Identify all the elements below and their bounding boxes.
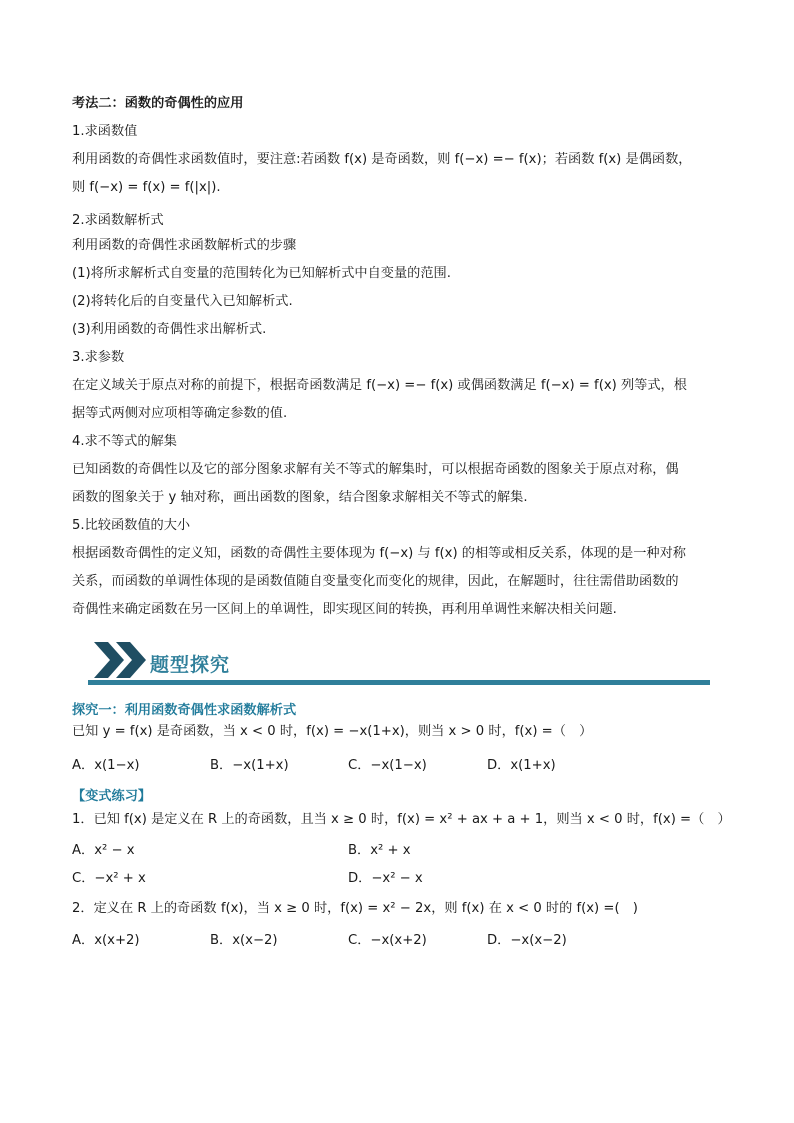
item-4-title: 4.求不等式的解集 [72,434,177,449]
item-1-line-1: 利用函数的奇偶性求函数值时，要注意:若函数 f(x) 是奇函数，则 f(−x) =− f(x)；若函数 f(x) 是偶函数， [72,152,692,167]
section-heading: 考法二：函数的奇偶性的应用 [72,96,244,111]
item-4-line-1: 已知函数的奇偶性以及它的部分图象求解有关不等式的解集时，可以根据奇函数的图象关于原点对称，偶 [72,462,679,477]
practice-title: 【变式练习】 [72,789,152,804]
item-2-title: 2.求函数解析式 [72,213,164,228]
banner-underline [88,680,710,685]
item-3-line-2: 据等式两侧对应项相等确定参数的值. [72,406,288,421]
item-2-line-4: (3)利用函数的奇偶性求出解析式. [72,322,267,337]
item-5-line-3: 奇偶性来确定函数在另一区间上的单调性，即实现区间的转换，再利用单调性来解决相关问题. [72,602,617,617]
item-2-line-2: (1)将所求解析式自变量的范围转化为已知解析式中自变量的范围. [72,266,451,281]
practice-q1-stem: 1．已知 f(x) 是定义在 R 上的奇函数，且当 x ≥ 0 时，f(x) = x² + ax + a + 1，则当 x < 0 时，f(x) =（ ） [72,812,731,827]
explore-question: 已知 y = f(x) 是奇函数，当 x < 0 时，f(x) = −x(1+x)，则当 x > 0 时，f(x) =（ ） [72,724,593,739]
q2-option-b[interactable]: B．x(x−2) [210,933,278,948]
explore-option-c[interactable]: C．−x(1−x) [348,758,427,773]
item-3-line-1: 在定义域关于原点对称的前提下，根据奇函数满足 f(−x) =− f(x) 或偶函数满足 f(−x) = f(x) 列等式，根 [72,378,687,393]
q1-option-d[interactable]: D．−x² − x [348,871,423,886]
item-1-title: 1.求函数值 [72,124,138,139]
item-2-line-3: (2)将转化后的自变量代入已知解析式. [72,294,293,309]
item-5-line-2: 关系，而函数的单调性体现的是函数值随自变量变化而变化的规律，因此，在解题时，往往需借助函数的 [72,574,679,589]
q2-option-c[interactable]: C．−x(x+2) [348,933,427,948]
item-1-line-2: 则 f(−x) = f(x) = f(|x|). [72,180,221,195]
q2-option-a[interactable]: A．x(x+2) [72,933,140,948]
double-chevron-icon [94,642,146,678]
banner-title: 题型探究 [150,654,231,676]
item-5-title: 5.比较函数值的大小 [72,518,191,533]
explore-option-d[interactable]: D．x(1+x) [487,758,556,773]
explore-option-a[interactable]: A．x(1−x) [72,758,140,773]
item-3-title: 3.求参数 [72,350,125,365]
q1-option-c[interactable]: C．−x² + x [72,871,146,886]
explore-option-b[interactable]: B．−x(1+x) [210,758,289,773]
q1-option-a[interactable]: A．x² − x [72,843,135,858]
q2-option-d[interactable]: D．−x(x−2) [487,933,567,948]
practice-q2-stem: 2．定义在 R 上的奇函数 f(x)，当 x ≥ 0 时，f(x) = x² − 2x，则 f(x) 在 x < 0 时的 f(x) =( ) [72,901,638,916]
q1-option-b[interactable]: B．x² + x [348,843,411,858]
explore-title: 探究一：利用函数奇偶性求函数解析式 [72,703,297,718]
item-2-line-1: 利用函数的奇偶性求函数解析式的步骤 [72,238,297,253]
item-4-line-2: 函数的图象关于 y 轴对称，画出函数的图象，结合图象求解相关不等式的解集. [72,490,528,505]
item-5-line-1: 根据函数奇偶性的定义知，函数的奇偶性主要体现为 f(−x) 与 f(x) 的相等或相反关系，体现的是一种对称 [72,546,686,561]
